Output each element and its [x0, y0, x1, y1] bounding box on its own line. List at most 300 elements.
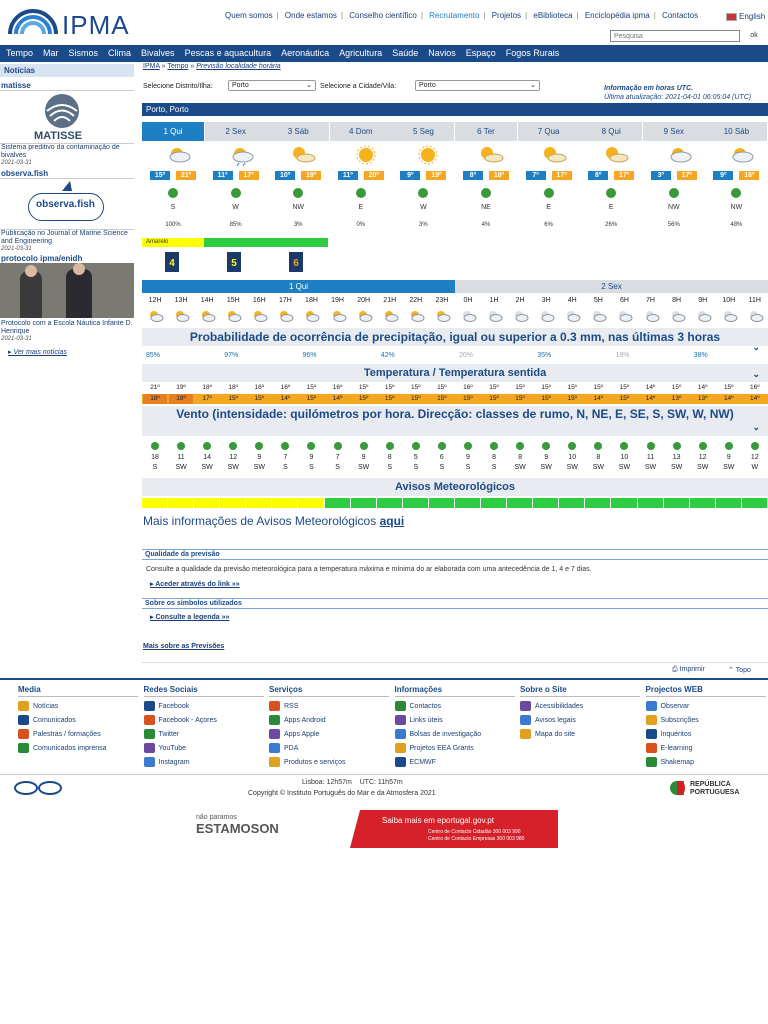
precip-value: 97% — [224, 352, 239, 359]
observa-fish-image[interactable] — [0, 178, 134, 230]
footer-col-title: Serviços — [269, 685, 389, 697]
temperature-row — [142, 383, 768, 393]
hour-label: 9H — [698, 297, 708, 304]
news-title[interactable]: matisse — [1, 81, 31, 90]
footer-link-icon — [646, 757, 657, 767]
footer-link[interactable] — [269, 715, 389, 729]
temp-min: 7º — [526, 171, 546, 180]
hour-warning[interactable] — [220, 498, 245, 508]
uv-badge — [165, 252, 179, 272]
more-warnings-link[interactable]: aqui — [379, 514, 405, 528]
clock — [302, 779, 403, 786]
hour-temp: 15º — [515, 384, 525, 391]
hour-warning[interactable] — [272, 498, 297, 508]
temp-section-header[interactable] — [142, 364, 768, 382]
footer-link[interactable] — [18, 743, 138, 757]
wind-speed: 7 — [335, 454, 340, 461]
hour-temp: 15º — [567, 384, 578, 391]
hour-weather-icon — [591, 310, 607, 322]
partner-logos — [12, 779, 64, 803]
nav-mar[interactable]: Mar — [43, 48, 59, 58]
hour-warning[interactable] — [638, 498, 663, 508]
footer-link[interactable] — [144, 701, 264, 715]
search-input[interactable] — [610, 30, 740, 42]
hour-weather-icon — [252, 310, 268, 322]
hour-warning[interactable] — [194, 498, 219, 508]
copyright: Copyright © Instituto Português do Mar e da Atmosfera 2021 — [248, 790, 436, 797]
footer-link-icon — [18, 729, 29, 739]
footer-link[interactable] — [520, 729, 640, 743]
wind-dir: SW — [514, 464, 526, 471]
hour-warning[interactable] — [403, 498, 428, 508]
district-select[interactable] — [228, 80, 316, 91]
symbols-title: Sobre os símbolos utilizados — [142, 598, 768, 609]
weather-icon-sun — [414, 144, 442, 166]
wind-dir: S — [283, 464, 288, 471]
footer-link-icon — [144, 743, 155, 753]
day-tab-label[interactable]: 4 Dom — [330, 122, 392, 141]
footer-col-title: Projectos WEB — [646, 685, 766, 697]
day-7[interactable] — [518, 122, 580, 278]
hour-feels-like: 18º — [143, 394, 167, 404]
footer-col-4 — [395, 685, 515, 771]
print-link[interactable] — [672, 666, 705, 674]
top-link-ebiblioteca[interactable]: eBiblioteca — [533, 11, 573, 20]
nav-espaco[interactable]: Espaço — [465, 48, 496, 58]
wind-arrow-icon — [731, 188, 741, 198]
hour-temp: 19º — [176, 384, 186, 391]
footer-link-icon — [395, 715, 406, 725]
footer-link-icon — [395, 757, 406, 767]
warning-green[interactable] — [204, 238, 266, 247]
footer-col-title: Sobre o Site — [520, 685, 640, 697]
hour-warning[interactable] — [507, 498, 532, 508]
hour-warning[interactable] — [611, 498, 636, 508]
footer-link[interactable] — [144, 743, 264, 757]
precip-probability: 56% — [667, 222, 680, 228]
footer-link-icon — [646, 715, 657, 725]
precip-row — [0, 352, 768, 362]
footer-link-icon — [395, 701, 406, 711]
more-news-link[interactable]: ▸ Ver mais notícias — [8, 349, 67, 356]
wind-arrow-icon — [231, 188, 241, 198]
hour-weather-icon — [644, 310, 660, 322]
warning-yellow[interactable]: Amarelo — [142, 238, 204, 247]
wind-arrow-icon — [307, 442, 315, 450]
eportugal-contact-citizen: Centro de Contacto Cidadão 300 003 990 — [428, 829, 521, 835]
precip-probability: 48% — [730, 222, 743, 228]
top-link-onde-estamos[interactable]: Onde estamos — [284, 11, 337, 20]
footer-link[interactable] — [269, 757, 389, 771]
location-bar: Porto, Porto — [142, 103, 768, 116]
search-button[interactable]: ok — [750, 32, 758, 39]
day-8[interactable] — [580, 122, 642, 278]
wind-arrow-icon — [606, 188, 616, 198]
hour-temp: 16º — [254, 384, 265, 391]
precip-title: Probabilidade de ocorrência de precipitação, igual ou superior a 0.3 mm, nas últimas 3 horas — [189, 330, 721, 344]
hour-warning[interactable] — [690, 498, 715, 508]
wind-speed: 14 — [203, 454, 212, 461]
divider — [142, 662, 768, 663]
hour-feels-like: 15º — [619, 395, 630, 402]
quality-link[interactable]: ▸ Aceder através do link »» — [150, 581, 240, 588]
more-forecasts-link[interactable]: Mais sobre as Previsões — [143, 643, 225, 650]
footer-link-icon — [144, 715, 155, 725]
footer-link-label: RSS — [284, 702, 299, 710]
news-title[interactable]: protocolo ipma/enidh — [1, 254, 83, 263]
utc-info: Informação em horas UTC. — [604, 85, 694, 92]
day-tab-label[interactable]: 9 Sex — [643, 122, 705, 141]
wind-direction: W — [232, 204, 239, 211]
news-date: 2021-03-31 — [1, 336, 32, 342]
city-select[interactable] — [415, 80, 540, 91]
footer-link[interactable] — [18, 729, 138, 743]
footer-link-label: Facebook - Açores — [158, 716, 217, 724]
footer-link-label: Produtos e serviços — [284, 758, 346, 766]
hour-feels-like: 15º — [567, 395, 578, 402]
ipma-logo[interactable] — [6, 8, 136, 40]
hour-label: 1H — [489, 297, 499, 304]
temp-max: 17º — [614, 171, 634, 180]
warnings-section-header[interactable]: Avisos Meteorológicos — [142, 478, 768, 496]
hour-warning[interactable] — [377, 498, 402, 508]
hour-feels-like: 13º — [671, 395, 682, 402]
wind-arrow-icon — [438, 442, 446, 450]
day-5[interactable] — [392, 122, 454, 278]
day-tab-label[interactable]: 5 Seg — [392, 122, 454, 141]
wind-direction: NW — [730, 204, 743, 211]
hour-temp: 15º — [358, 384, 369, 391]
wind-dir: SW — [540, 464, 552, 471]
wind-dir: SW — [723, 464, 735, 471]
hour-warning[interactable] — [585, 498, 610, 508]
hour-warning[interactable] — [351, 498, 376, 508]
precip-value: 42% — [380, 352, 395, 359]
wind-speed: 9 — [257, 454, 262, 461]
hour-label: 4H — [567, 297, 577, 304]
hour-label: 10H — [722, 297, 736, 304]
hour-temp: 15º — [384, 384, 395, 391]
hour-feels-like: 15º — [306, 395, 317, 402]
wind-arrow-icon — [594, 442, 602, 450]
hour-weather-icon — [304, 310, 320, 322]
top-link-quem-somos[interactable]: Quem somos — [225, 11, 273, 20]
nav-pescas[interactable]: Pescas e aquacultura — [184, 48, 272, 58]
news-caption[interactable]: Publicação no Journal of Marine Science and Engineering — [1, 230, 128, 245]
language-link[interactable] — [726, 12, 765, 21]
temp-max: 16º — [739, 171, 759, 180]
wind-arrow-icon — [418, 188, 428, 198]
hour-label: 11H — [748, 297, 761, 304]
header — [0, 0, 768, 44]
footer-link-label: Comunicados — [33, 716, 76, 724]
day-tab-label[interactable]: 6 Ter — [455, 122, 517, 141]
hour-temp: 15º — [593, 384, 604, 391]
temp-min: 15º — [150, 171, 170, 180]
footer-link[interactable] — [18, 701, 138, 715]
wind-dir: SW — [227, 464, 239, 471]
nav-sismos[interactable]: Sismos — [68, 48, 99, 58]
hour-warning[interactable] — [325, 498, 350, 508]
hour-feels-like: 18º — [169, 394, 193, 404]
top-link[interactable] — [728, 666, 751, 674]
hour-temp: 16º — [463, 384, 473, 391]
wind-arrow-icon — [177, 442, 185, 450]
hour-warning[interactable] — [664, 498, 689, 508]
district-value: Porto — [232, 82, 249, 89]
hour-weather-icon — [435, 310, 451, 322]
footer-link[interactable] — [395, 743, 515, 757]
nav-clima[interactable]: Clima — [108, 48, 132, 58]
main-nav — [0, 45, 768, 62]
wind-direction: E — [608, 204, 614, 211]
news-title[interactable]: observa.fish — [1, 169, 49, 178]
hour-weather-icon — [409, 310, 425, 322]
footer-link-icon — [520, 729, 531, 739]
nav-saude[interactable]: Saúde — [392, 48, 419, 58]
wind-speed: 11 — [177, 454, 185, 461]
wind-speed: 8 — [387, 454, 392, 461]
top-link-enciclopedia[interactable]: Enciclopédia ipma — [584, 11, 650, 20]
wind-arrow-icon — [464, 442, 472, 450]
wind-arrow-icon — [544, 188, 554, 198]
wind-arrow-icon — [412, 442, 420, 450]
hour-label: 7H — [646, 297, 655, 304]
day-10[interactable] — [705, 122, 767, 278]
hour-warning[interactable] — [429, 498, 454, 508]
footer-link[interactable] — [646, 715, 766, 729]
wind-arrow-icon — [647, 442, 655, 450]
utc-label: UTC: — [359, 779, 376, 786]
wind-dir: SW — [253, 464, 265, 471]
top-link-conselho[interactable]: Conselho científico — [349, 11, 417, 20]
wind-speed: 11 — [646, 454, 655, 461]
wind-direction: S — [170, 204, 176, 211]
footer-link[interactable] — [269, 701, 389, 715]
footer-link-icon — [18, 701, 29, 711]
hour-label: 0H — [463, 297, 473, 304]
symbols-link[interactable]: ▸ Consulte a legenda »» — [150, 614, 230, 621]
top-link-contactos[interactable]: Contactos — [662, 11, 699, 20]
weather-icon-rain — [227, 144, 255, 166]
news-caption[interactable]: Sistema preditivo da contaminação de bivalves — [1, 144, 120, 159]
estamos-on-banner[interactable] — [196, 814, 316, 846]
hour-warning[interactable] — [742, 498, 767, 508]
wind-speed: 9 — [544, 454, 549, 461]
precip-probability: 6% — [544, 222, 553, 228]
footer-link[interactable] — [144, 757, 264, 771]
wind-arrow-icon — [516, 442, 524, 450]
hour-weather-icon — [722, 310, 738, 322]
republica-logo[interactable] — [670, 779, 760, 799]
precip-section-header[interactable] — [142, 328, 768, 352]
nav-agricultura[interactable]: Agricultura — [339, 48, 383, 58]
footer-link-label: Links úteis — [409, 716, 443, 724]
hour-warning[interactable] — [716, 498, 741, 508]
city-label: Selecione a Cidade/Vila: — [320, 83, 397, 90]
footer-link[interactable] — [520, 701, 640, 715]
wind-direction: NE — [481, 204, 491, 211]
uv-badge — [227, 252, 241, 272]
temp-max: 19º — [426, 171, 446, 180]
wind-arrow-icon — [490, 442, 498, 450]
logo-arcs-icon — [6, 8, 62, 38]
temp-min: 3º — [651, 171, 671, 180]
eportugal-text: Saiba mais em eportugal.gov.pt — [382, 816, 494, 825]
divider — [0, 774, 768, 775]
hour-temp: 15º — [541, 384, 551, 391]
hour-temp: 21º — [150, 384, 160, 391]
wind-speed: 9 — [466, 454, 470, 461]
footer-link[interactable] — [646, 729, 766, 743]
weather-icon-partly — [477, 144, 505, 166]
day-tab-label[interactable]: 3 Sáb — [267, 122, 329, 141]
wind-direction: NW — [292, 204, 305, 211]
hour-warning[interactable] — [481, 498, 506, 508]
breadcrumb-ipma[interactable]: IPMA — [143, 63, 160, 70]
wind-direction: NW — [667, 204, 680, 211]
hour-label: 3H — [541, 297, 551, 304]
hour-tab-day1[interactable]: 1 Qui — [142, 280, 455, 293]
day-6[interactable] — [455, 122, 517, 278]
footer-link-icon — [144, 701, 155, 711]
footer-link-label: Contactos — [409, 702, 442, 710]
footer-link-icon — [395, 729, 406, 739]
hour-feels-like: 17º — [202, 395, 212, 402]
footer-col-6 — [646, 685, 766, 771]
wind-speed: 8 — [518, 454, 523, 461]
footer-link-label: Instagram — [158, 758, 190, 766]
hour-temp: 14º — [645, 384, 656, 391]
hour-feels-like: 13º — [697, 395, 708, 402]
hour-warning[interactable] — [298, 498, 323, 508]
wind-arrow-icon — [360, 442, 368, 450]
hour-warning[interactable] — [142, 498, 167, 508]
uv-value: 5 — [231, 258, 237, 269]
footer-link-label: Bolsas de investigação — [409, 730, 482, 738]
uv-value: 6 — [293, 258, 299, 269]
warning-green[interactable] — [266, 238, 328, 247]
wind-arrow-icon — [168, 188, 178, 198]
breadcrumb: IPMA » Tempo » Previsão localidade horária — [143, 63, 281, 70]
footer-link[interactable] — [269, 729, 389, 743]
top-link-projetos[interactable]: Projetos — [491, 11, 522, 20]
precip-probability: 0% — [356, 222, 366, 228]
footer-link[interactable] — [646, 757, 766, 771]
day-tab-label[interactable]: 8 Qui — [580, 122, 642, 141]
wind-arrow-icon — [281, 442, 289, 450]
news-caption[interactable]: Protocolo com a Escola Náutica Infante D. Henrique — [1, 320, 133, 335]
footer-link[interactable] — [646, 701, 766, 715]
day-tab-label[interactable]: 10 Sáb — [705, 122, 767, 141]
footer-link-icon — [144, 757, 155, 767]
nav-navios[interactable]: Navios — [428, 48, 456, 58]
hour-weather-icon — [357, 310, 373, 322]
wind-section-header[interactable] — [142, 406, 768, 436]
breadcrumb-tempo[interactable]: Tempo — [167, 63, 189, 70]
footer-link[interactable] — [269, 743, 389, 757]
day-9[interactable] — [643, 122, 705, 278]
nav-bivalves[interactable]: Bivalves — [141, 48, 175, 58]
symbols-link-label: Consulte a legenda »» — [155, 614, 230, 621]
wind-row — [0, 440, 768, 476]
wind-dir: SW — [670, 464, 683, 471]
arrow-up-icon: ⌃ — [728, 667, 734, 674]
wind-speed: 18 — [151, 454, 159, 461]
day-tab-label[interactable]: 1 Qui — [142, 122, 204, 141]
hour-warning[interactable] — [168, 498, 193, 508]
wind-dir: W — [751, 464, 759, 471]
eportugal-contact-business: Centro de Contacto Empresas 300 003 980 — [428, 836, 525, 842]
protocol-photo[interactable] — [0, 263, 134, 318]
temp-title: Temperatura / Temperatura sentida — [363, 367, 547, 379]
footer-link[interactable] — [144, 715, 264, 729]
wind-speed: 5 — [413, 454, 418, 461]
temp-max: 19º — [301, 171, 321, 180]
footer-link[interactable] — [395, 729, 515, 743]
last-update: Última atualização: 2021-04-01 06:05:04 (UTC) — [604, 94, 752, 101]
hour-temp: 15º — [306, 384, 317, 391]
footer-link[interactable] — [520, 715, 640, 729]
nav-aeronautica[interactable]: Aeronáutica — [281, 48, 330, 58]
footer-link[interactable] — [395, 715, 515, 729]
chevron-down-icon: ⌄ — [306, 82, 312, 89]
day-tab-label[interactable]: 7 Qua — [518, 122, 580, 141]
precip-probability: 4% — [481, 222, 491, 228]
precip-probability: 3% — [419, 222, 428, 228]
wind-arrow-icon — [620, 442, 628, 450]
footer-link[interactable] — [18, 715, 138, 729]
hour-warning[interactable] — [246, 498, 271, 508]
hour-feels-like: 15º — [437, 395, 447, 402]
news-date: 2021-03-31 — [1, 246, 32, 252]
nav-tempo[interactable]: Tempo — [6, 48, 34, 58]
footer-col-title: Informações — [395, 685, 515, 697]
footer-link-label: PDA — [284, 744, 299, 752]
day-4[interactable] — [330, 122, 392, 278]
hour-tab-day2[interactable]: 2 Sex — [455, 280, 768, 293]
footer-link[interactable] — [395, 701, 515, 715]
footer-link-icon — [646, 729, 657, 739]
matisse-image[interactable] — [0, 90, 134, 144]
hour-label: 19H — [331, 297, 344, 304]
top-link-recrutamento[interactable]: Recrutamento — [429, 11, 480, 20]
hour-temp: 15º — [671, 384, 682, 391]
weather-icon-cloud-sun — [164, 144, 192, 166]
footer-link[interactable] — [646, 743, 766, 757]
footer-link-label: Apps Apple — [284, 730, 320, 738]
precip-value: 38% — [693, 352, 708, 359]
hour-feels-like: 15º — [384, 395, 395, 402]
footer-link-icon — [144, 729, 155, 739]
eportugal-banner[interactable] — [350, 810, 558, 848]
precip-probability: 3% — [293, 222, 303, 228]
hour-warning[interactable] — [455, 498, 480, 508]
weather-icon-partly — [540, 144, 568, 166]
footer-link[interactable] — [144, 729, 264, 743]
hour-warning[interactable] — [533, 498, 558, 508]
footer-link-label: YouTube — [158, 744, 187, 752]
hour-temp: 15º — [410, 384, 421, 391]
hour-warning[interactable] — [559, 498, 584, 508]
nav-fogos[interactable]: Fogos Rurais — [505, 48, 560, 58]
hour-temp: 15º — [723, 384, 734, 391]
day-tab-label[interactable]: 2 Sex — [205, 122, 267, 141]
hour-weather-icon — [487, 310, 503, 322]
hour-temp: 14º — [697, 384, 708, 391]
footer-link[interactable] — [395, 757, 515, 771]
breadcrumb-previsao[interactable]: Previsão localidade horária — [196, 63, 281, 70]
